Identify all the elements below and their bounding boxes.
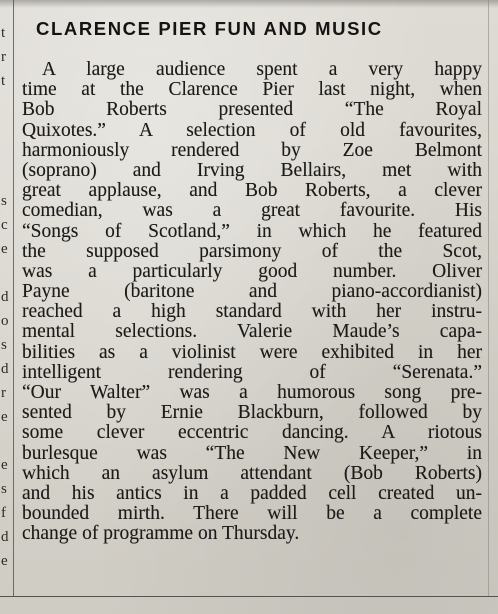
article-line: bounded mirth. There will be a complete bbox=[22, 503, 482, 525]
margin-fragment: r bbox=[1, 385, 6, 401]
margin-fragment: s bbox=[1, 337, 7, 353]
article-line: sented by Ernie Blackburn, followed by bbox=[22, 402, 482, 424]
bottom-rule bbox=[0, 596, 498, 597]
article-line: “Songs of Scotland,” in which he featured bbox=[22, 220, 482, 242]
top-edge-shadow bbox=[0, 0, 498, 8]
article-line: mental selections. Valerie Maude’s capa- bbox=[22, 321, 482, 343]
article-body bbox=[22, 60, 482, 545]
article-line: was a particularly good number. Oliver bbox=[22, 260, 482, 282]
margin-fragment: s bbox=[1, 193, 7, 209]
margin-fragment: c bbox=[1, 217, 8, 233]
article-line: great applause, and Bob Roberts, a clever bbox=[22, 180, 482, 202]
article-line: which an asylum attendant (Bob Roberts) bbox=[22, 462, 482, 484]
article-line: bilities as a violinist were exhibited in her bbox=[22, 341, 482, 363]
margin-fragment: d bbox=[1, 289, 9, 305]
margin-fragment: d bbox=[1, 361, 9, 377]
margin-fragment: t bbox=[1, 73, 6, 89]
article-line: reached a high standard with her instru- bbox=[22, 301, 482, 323]
right-column-rule bbox=[488, 0, 489, 596]
article-line: burlesque was “The New Keeper,” in bbox=[22, 442, 482, 464]
margin-fragment: o bbox=[1, 313, 9, 329]
article-headline: CLARENCE PIER FUN AND MUSIC bbox=[36, 18, 383, 39]
adjacent-column-fragment bbox=[0, 20, 12, 600]
article-line: (soprano) and Irving Bellairs, met with bbox=[22, 159, 482, 181]
article-line: change of programme on Thursday. bbox=[22, 523, 300, 545]
article-line: A large audience spent a very happy bbox=[42, 59, 482, 80]
margin-fragment: s bbox=[1, 481, 7, 497]
article-line: “Our Walter” was a humorous song pre- bbox=[22, 382, 482, 403]
margin-fragment: r bbox=[1, 49, 6, 65]
article-line: Quixotes.” A selection of old favourites, bbox=[22, 119, 482, 141]
article-line: and his antics in a padded cell created un- bbox=[22, 482, 482, 504]
margin-fragment: e bbox=[1, 409, 8, 425]
margin-fragment: e bbox=[1, 457, 8, 473]
margin-fragment: t bbox=[1, 25, 6, 41]
article-line: comedian, was a great favourite. His bbox=[22, 200, 482, 222]
article-line: Payne (baritone and piano-accordianist) bbox=[22, 281, 482, 303]
article-line: harmoniously rendered by Zoe Belmont bbox=[22, 139, 482, 161]
article-line: Bob Roberts presented “The Royal bbox=[22, 99, 482, 121]
margin-fragment: d bbox=[1, 529, 9, 545]
margin-fragment: e bbox=[1, 553, 8, 569]
article-line: time at the Clarence Pier last night, when bbox=[22, 79, 482, 101]
left-column-rule bbox=[13, 0, 14, 596]
article-line: the supposed parsimony of the Scot, bbox=[22, 240, 482, 262]
article-line: some clever eccentric dancing. A riotous bbox=[22, 422, 482, 444]
margin-fragment: f bbox=[1, 505, 6, 521]
margin-fragment: e bbox=[1, 241, 8, 257]
article-line: intelligent rendering of “Serenata.” bbox=[22, 361, 482, 383]
